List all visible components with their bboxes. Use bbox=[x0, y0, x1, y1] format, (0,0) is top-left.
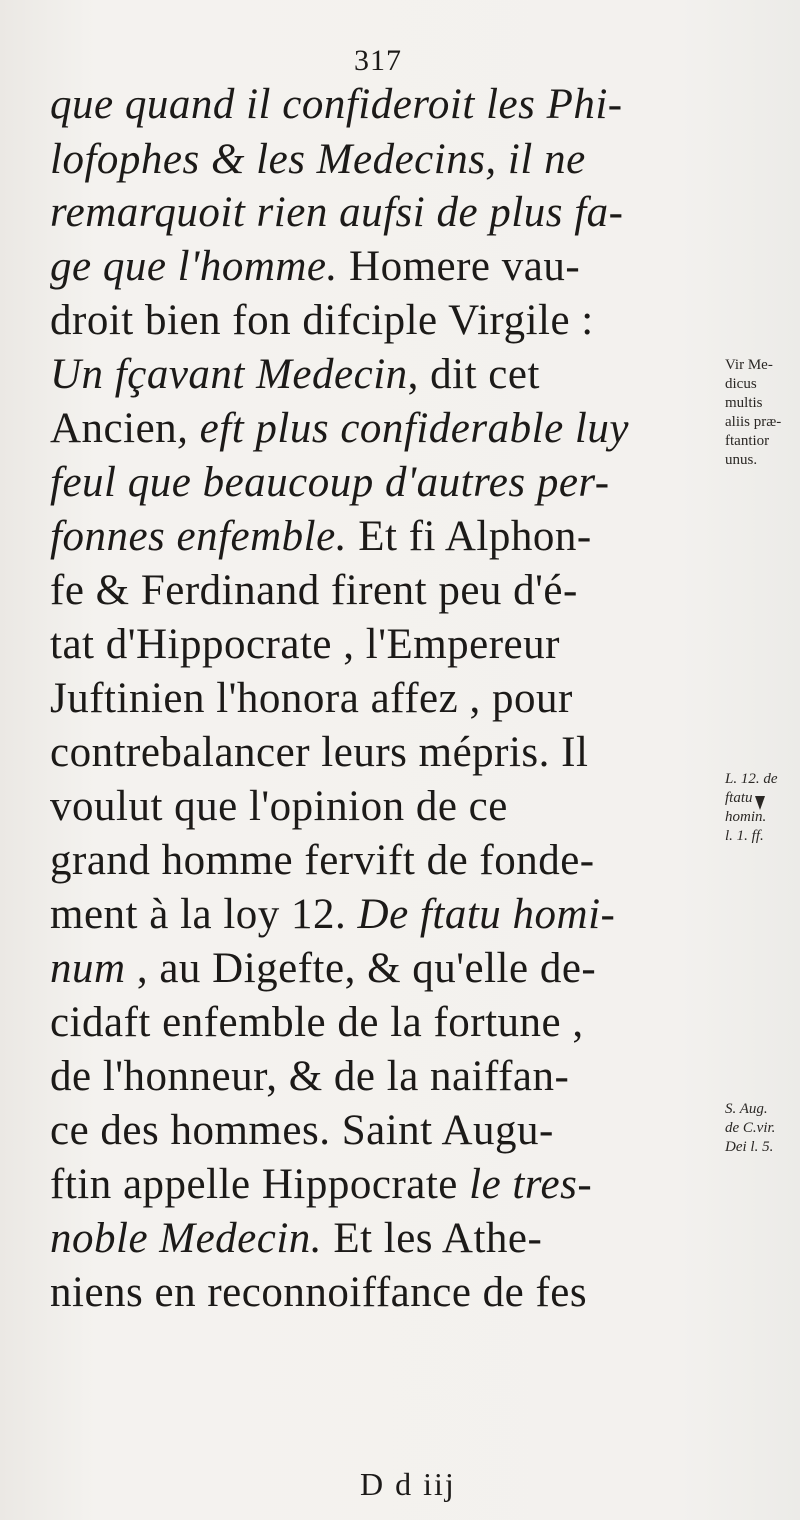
text-segment: Dei l. 5. bbox=[725, 1139, 774, 1155]
signature-mark: D d iij bbox=[360, 1466, 456, 1502]
text-segment: , dit cet bbox=[407, 351, 540, 398]
text-segment: ftantior bbox=[725, 433, 770, 449]
margin-note-line bbox=[725, 1119, 775, 1138]
text-segment: de l'honneur, & de la naiffan- bbox=[50, 1053, 570, 1100]
text-line bbox=[50, 294, 710, 348]
margin-note bbox=[725, 770, 778, 846]
margin-note-line bbox=[725, 1100, 775, 1119]
text-segment: que quand il confideroit les Phi- bbox=[50, 81, 623, 128]
text-line bbox=[50, 1266, 710, 1320]
text-segment: , eft plus confiderable luy bbox=[177, 405, 629, 452]
text-segment: grand homme fervift de fonde- bbox=[50, 837, 595, 884]
text-line bbox=[50, 1158, 710, 1212]
text-segment: Juftinien l'honora affez , pour bbox=[50, 675, 573, 722]
text-line bbox=[50, 186, 710, 240]
text-line bbox=[50, 996, 710, 1050]
text-segment: voulut que l'opinion de ce bbox=[50, 783, 508, 830]
page-number: 317 bbox=[354, 44, 402, 77]
text-line bbox=[50, 510, 710, 564]
text-line bbox=[50, 618, 710, 672]
margin-note-line bbox=[725, 451, 781, 470]
text-line bbox=[50, 942, 710, 996]
text-segment: l. 1. ff. bbox=[725, 828, 764, 844]
text-line bbox=[50, 1212, 710, 1266]
text-line bbox=[50, 348, 710, 402]
text-line bbox=[50, 672, 710, 726]
margin-note-line bbox=[725, 375, 781, 394]
text-segment: , au Digefte, & qu'elle de- bbox=[125, 945, 597, 992]
text-segment: feul que beaucoup d'autres per- bbox=[50, 459, 610, 506]
text-segment: contrebalancer leurs mépris. Il bbox=[50, 729, 589, 776]
text-segment: tat d'Hippocrate , l'Empereur bbox=[50, 621, 560, 668]
text-line bbox=[50, 402, 710, 456]
text-segment: ce des hommes. Saint Augu- bbox=[50, 1107, 554, 1154]
text-segment: ftin appelle Hippocrate bbox=[50, 1161, 470, 1208]
text-segment: Un fçavant Medecin bbox=[50, 351, 408, 398]
text-segment: de C.vir. bbox=[725, 1120, 776, 1136]
text-segment: Et fi Alphon- bbox=[346, 513, 592, 560]
text-segment: aliis præ- bbox=[725, 414, 782, 430]
text-segment: Homere vau- bbox=[337, 243, 581, 290]
margin-note-line bbox=[725, 789, 778, 808]
text-segment: droit bien fon difciple Virgile : bbox=[50, 297, 594, 344]
text-segment: homin. bbox=[725, 809, 767, 825]
text-line bbox=[50, 1104, 710, 1158]
margin-note-line bbox=[725, 770, 778, 789]
text-line bbox=[50, 240, 710, 294]
text-segment: remarquoit rien aufsi de plus fa- bbox=[50, 189, 624, 236]
text-segment: ge que l'homme. bbox=[50, 243, 338, 290]
margin-note-line bbox=[725, 827, 778, 846]
text-line bbox=[50, 456, 710, 510]
text-segment: dicus bbox=[725, 376, 757, 392]
margin-note-line bbox=[725, 356, 781, 375]
text-segment: S. Aug. bbox=[725, 1101, 768, 1117]
text-segment: Vir Me- bbox=[725, 357, 773, 373]
text-segment: cidaft enfemble de la fortune , bbox=[50, 999, 584, 1046]
text-line bbox=[50, 1050, 710, 1104]
margin-note bbox=[725, 1100, 775, 1157]
text-segment: num bbox=[50, 945, 126, 992]
margin-note-line bbox=[725, 413, 781, 432]
margin-note-line bbox=[725, 394, 781, 413]
text-segment: L. 12. de bbox=[725, 771, 778, 787]
text-line bbox=[50, 780, 710, 834]
text-line bbox=[50, 78, 710, 132]
text-segment: Et les Athe- bbox=[322, 1215, 543, 1262]
margin-note-line bbox=[725, 808, 778, 827]
text-segment: niens en reconnoiffance de fes bbox=[50, 1269, 588, 1316]
text-segment: De ftatu homi- bbox=[357, 891, 616, 938]
text-segment: fonnes enfemble. bbox=[50, 513, 347, 560]
text-segment: lofophes & les Medecins, il ne bbox=[50, 136, 586, 183]
text-segment: fe & Ferdinand firent peu d'é- bbox=[50, 567, 578, 614]
text-segment: multis bbox=[725, 395, 763, 411]
text-line bbox=[50, 133, 710, 187]
text-line bbox=[50, 564, 710, 618]
margin-note-line bbox=[725, 1138, 775, 1157]
printer-mark bbox=[755, 796, 765, 810]
text-segment: Ancien bbox=[50, 405, 178, 452]
text-segment: unus. bbox=[725, 452, 758, 468]
text-segment: ftatu bbox=[725, 790, 753, 806]
text-line bbox=[50, 888, 710, 942]
text-segment: noble Medecin. bbox=[50, 1215, 323, 1262]
text-segment: ment à la loy 12. bbox=[50, 891, 358, 938]
text-line bbox=[50, 726, 710, 780]
text-line bbox=[50, 834, 710, 888]
margin-note bbox=[725, 356, 781, 470]
text-segment: le tres- bbox=[469, 1161, 593, 1208]
margin-note-line bbox=[725, 432, 781, 451]
